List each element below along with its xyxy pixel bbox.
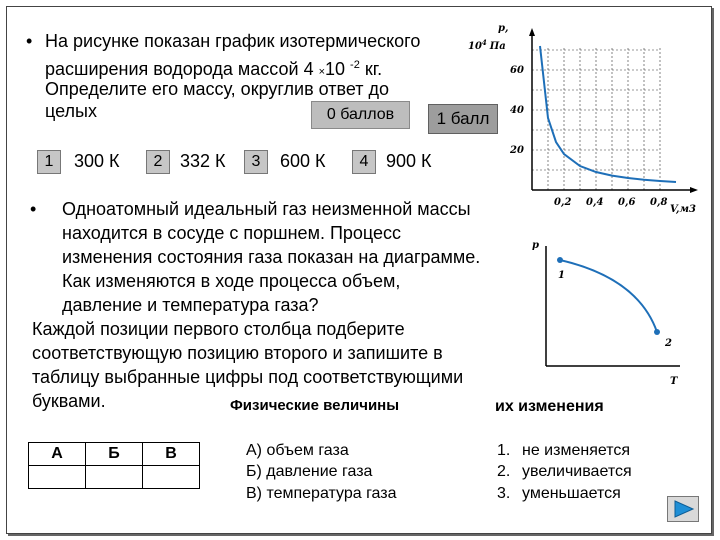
- answer-table: [28, 442, 200, 489]
- option-3-label[interactable]: 600 К: [280, 151, 326, 171]
- pt-diagram: [520, 232, 690, 392]
- point-1-label: 1: [558, 270, 565, 281]
- task1-line3: Определите его массу, округлив ответ до: [45, 79, 390, 99]
- task1-line2: расширения водорода массой 4 ×10 $^{-2}$ кг.: [45, 59, 383, 79]
- change-1-num: 1.: [497, 442, 511, 459]
- answer-cell-v[interactable]: [143, 466, 200, 489]
- t-axis-label: T: [670, 376, 678, 387]
- answer-input-row: [29, 466, 200, 489]
- isotherm-chart: [460, 8, 715, 218]
- quantity-pressure: Б) давление газа: [246, 463, 373, 480]
- y-axis-label-top: p,: [498, 23, 509, 34]
- chart-grid: [532, 48, 660, 190]
- answer-cell-a[interactable]: [29, 466, 86, 489]
- change-3-text: уменьшается: [522, 485, 621, 502]
- task2-line3: изменения состояния газа показан на диаграмме.: [62, 247, 481, 267]
- y-axis-arrow-icon: [529, 28, 535, 36]
- p-axis-label: p: [532, 240, 539, 251]
- instr-line3: таблицу выбранные цифры под соответствующими: [32, 367, 464, 387]
- option-4-number[interactable]: 4: [352, 150, 376, 174]
- instr-line2: соответствующую позицию второго и запишите в: [32, 343, 443, 363]
- answer-header-b: Б: [86, 443, 143, 466]
- option-4-label[interactable]: 900 К: [386, 151, 432, 171]
- point-2: [654, 329, 660, 335]
- change-2-text: увеличивается: [522, 463, 632, 480]
- option-1-label[interactable]: 300 К: [74, 151, 120, 171]
- point-1: [557, 257, 563, 263]
- answer-cell-b[interactable]: [86, 466, 143, 489]
- y-axis-label-bottom: $10^4$ Па: [468, 38, 506, 52]
- isotherm-curve: [540, 46, 676, 182]
- instr-line1: Каждой позиции первого столбца подберите: [32, 319, 405, 339]
- next-slide-button[interactable]: [667, 496, 699, 522]
- x-tick-label: 0,8: [650, 197, 668, 208]
- x-tick-label: 0,6: [618, 197, 636, 208]
- task1-line4: целых: [45, 101, 97, 121]
- task2-line2: находится в сосуде с поршнем. Процесс: [62, 223, 402, 243]
- x-tick-label: 0,2: [554, 197, 572, 208]
- next-arrow-icon: [668, 497, 698, 521]
- task1-line1: На рисунке показан график изотермического: [45, 31, 421, 51]
- col1-title: Физические величины: [230, 397, 400, 414]
- x-tick-label: 0,4: [586, 197, 604, 208]
- score-1-button[interactable]: 1 балл: [428, 104, 498, 134]
- change-2-num: 2.: [497, 463, 511, 480]
- option-1-number[interactable]: 1: [37, 150, 61, 174]
- task2-line1: Одноатомный идеальный газ неизменной массы: [62, 199, 471, 219]
- task2-line4: Как изменяются в ходе процесса объем,: [62, 271, 401, 291]
- quantity-temperature: В) температура газа: [246, 485, 397, 502]
- answer-header-a: А: [29, 443, 86, 466]
- task2-line5: давление и температура газа?: [62, 295, 319, 315]
- option-3-number[interactable]: 3: [244, 150, 268, 174]
- process-curve: [560, 260, 657, 332]
- option-2-label[interactable]: 332 К: [180, 151, 226, 171]
- y-tick-label: 20: [510, 145, 524, 156]
- x-axis-label: V,м3: [670, 204, 696, 215]
- score-0-button[interactable]: 0 баллов: [311, 101, 410, 129]
- instr-line4: буквами.: [32, 391, 106, 411]
- x-axis-arrow-icon: [690, 187, 698, 193]
- y-tick-label: 60: [510, 65, 524, 76]
- y-tick-label: 40: [510, 105, 524, 116]
- quantity-volume: А) объем газа: [246, 442, 349, 459]
- change-3-num: 3.: [497, 485, 511, 502]
- task1-bullet: •: [26, 31, 33, 51]
- answer-header-v: В: [143, 443, 200, 466]
- task2-bullet: •: [30, 199, 37, 219]
- point-2-label: 2: [665, 338, 672, 349]
- change-1-text: не изменяется: [522, 442, 631, 459]
- answer-header-row: [29, 443, 200, 466]
- option-2-number[interactable]: 2: [146, 150, 170, 174]
- col2-title: их изменения: [495, 398, 604, 415]
